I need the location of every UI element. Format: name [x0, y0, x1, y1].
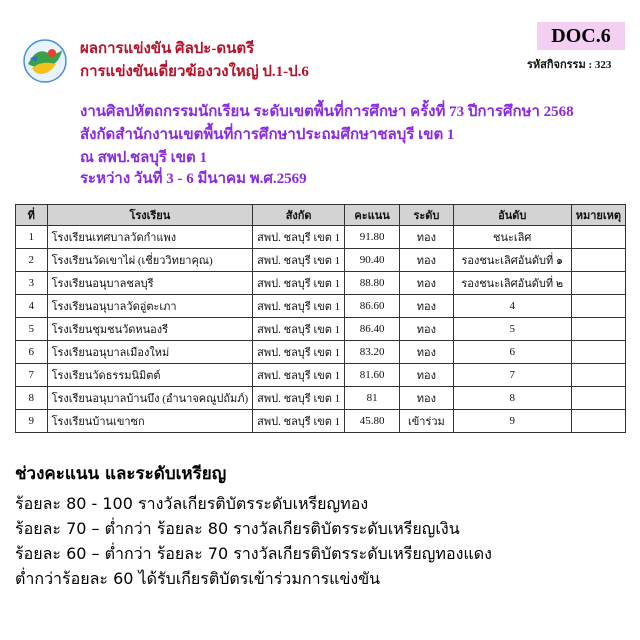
cell-rank: 5 — [453, 318, 571, 341]
cell-rank: ชนะเลิศ — [453, 226, 571, 249]
col-header-rank: อันดับ — [453, 205, 571, 226]
col-header-school: โรงเรียน — [47, 205, 253, 226]
cell-score: 86.60 — [345, 295, 400, 318]
cell-no: 8 — [16, 387, 48, 410]
cell-score: 81.60 — [345, 364, 400, 387]
cell-remark — [571, 249, 625, 272]
cell-score: 86.40 — [345, 318, 400, 341]
cell-rank: 9 — [453, 410, 571, 433]
table-row — [16, 410, 626, 433]
cell-rank: รองชนะเลิศอันดับที่ ๑ — [453, 249, 571, 272]
table-row — [16, 364, 626, 387]
table-row — [16, 272, 626, 295]
col-header-remark: หมายเหตุ — [571, 205, 625, 226]
cell-no: 6 — [16, 341, 48, 364]
cell-no: 5 — [16, 318, 48, 341]
cell-remark — [571, 318, 625, 341]
legend-gold: ร้อยละ 80 - 100 รางวัลเกียรติบัตรระดับเหรียญทอง — [15, 494, 369, 513]
cell-affiliation: สพป. ชลบุรี เขต 1 — [253, 318, 345, 341]
venue-line: ณ สพป.ชลบุรี เขต 1 — [80, 150, 208, 166]
table-row — [16, 226, 626, 249]
cell-rank: 4 — [453, 295, 571, 318]
cell-affiliation: สพป. ชลบุรี เขต 1 — [253, 341, 345, 364]
cell-remark — [571, 226, 625, 249]
table-row — [16, 341, 626, 364]
cell-affiliation: สพป. ชลบุรี เขต 1 — [253, 295, 345, 318]
cell-no: 9 — [16, 410, 48, 433]
cell-remark — [571, 272, 625, 295]
legend-silver: ร้อยละ 70 – ต่ำกว่า ร้อยละ 80 รางวัลเกียรติบัตรระดับเหรียญเงิน — [15, 519, 460, 538]
report-title: ผลการแข่งขัน ศิลปะ-ดนตรี — [80, 41, 255, 57]
doc-badge: DOC.6 — [537, 22, 625, 50]
cell-affiliation: สพป. ชลบุรี เขต 1 — [253, 272, 345, 295]
cell-remark — [571, 410, 625, 433]
cell-level: ทอง — [400, 341, 454, 364]
event-line: งานศิลปหัตถกรรมนักเรียน ระดับเขตพื้นที่การศึกษา ครั้งที่ 73 ปีการศึกษา 2568 — [80, 104, 574, 120]
activity-code: รหัสกิจกรรม : 323 — [527, 59, 612, 71]
table-row — [16, 295, 626, 318]
cell-level: ทอง — [400, 249, 454, 272]
cell-no: 1 — [16, 226, 48, 249]
cell-remark — [571, 364, 625, 387]
cell-level: เข้าร่วม — [400, 410, 454, 433]
cell-no: 3 — [16, 272, 48, 295]
cell-level: ทอง — [400, 226, 454, 249]
cell-remark — [571, 387, 625, 410]
cell-rank: 7 — [453, 364, 571, 387]
competition-title: การแข่งขันเดี่ยวฆ้องวงใหญ่ ป.1-ป.6 — [80, 64, 309, 80]
date-line: ระหว่าง วันที่ 3 - 6 มีนาคม พ.ศ.2569 — [80, 171, 307, 187]
cell-score: 88.80 — [345, 272, 400, 295]
cell-school: โรงเรียนเทศบาลวัดกำแพง — [47, 226, 253, 249]
cell-school: โรงเรียนบ้านเขาซก — [47, 410, 253, 433]
cell-affiliation: สพป. ชลบุรี เขต 1 — [253, 387, 345, 410]
cell-remark — [571, 295, 625, 318]
col-header-affiliation: สังกัด — [253, 205, 345, 226]
cell-school: โรงเรียนวัดเขาไผ่ (เชี่ยววิทยาคุณ) — [47, 249, 253, 272]
score-legend — [15, 460, 492, 591]
cell-level: ทอง — [400, 295, 454, 318]
office-line: สังกัดสำนักงานเขตพื้นที่การศึกษาประถมศึกษาชลบุรี เขต 1 — [80, 127, 455, 143]
legend-bronze: ร้อยละ 60 – ต่ำกว่า ร้อยละ 70 รางวัลเกียรติบัตรระดับเหรียญทองแดง — [15, 544, 492, 563]
school-emblem-icon — [22, 38, 68, 84]
results-table — [15, 204, 626, 433]
cell-school: โรงเรียนวัดธรรมนิมิตต์ — [47, 364, 253, 387]
cell-rank: 6 — [453, 341, 571, 364]
table-header-row — [16, 205, 626, 226]
cell-level: ทอง — [400, 387, 454, 410]
legend-title: ช่วงคะแนน และระดับเหรียญ — [15, 464, 227, 484]
cell-school: โรงเรียนอนุบาลชลบุรี — [47, 272, 253, 295]
cell-rank: 8 — [453, 387, 571, 410]
cell-no: 4 — [16, 295, 48, 318]
cell-school: โรงเรียนอนุบาลบ้านบึง (อำนาจคณูปถัมภ์) — [47, 387, 253, 410]
cell-no: 7 — [16, 364, 48, 387]
cell-affiliation: สพป. ชลบุรี เขต 1 — [253, 249, 345, 272]
legend-participation: ต่ำกว่าร้อยละ 60 ได้รับเกียรติบัตรเข้าร่วมการแข่งขัน — [15, 569, 381, 588]
cell-school: โรงเรียนอนุบาลเมืองใหม่ — [47, 341, 253, 364]
cell-score: 91.80 — [345, 226, 400, 249]
table-row — [16, 387, 626, 410]
cell-remark — [571, 341, 625, 364]
cell-level: ทอง — [400, 318, 454, 341]
col-header-no: ที่ — [16, 205, 48, 226]
cell-score: 90.40 — [345, 249, 400, 272]
cell-level: ทอง — [400, 364, 454, 387]
cell-affiliation: สพป. ชลบุรี เขต 1 — [253, 226, 345, 249]
col-header-level: ระดับ — [400, 205, 454, 226]
cell-score: 81 — [345, 387, 400, 410]
cell-score: 45.80 — [345, 410, 400, 433]
table-row — [16, 249, 626, 272]
cell-school: โรงเรียนอนุบาลวัดอู่ตะเภา — [47, 295, 253, 318]
cell-no: 2 — [16, 249, 48, 272]
cell-affiliation: สพป. ชลบุรี เขต 1 — [253, 364, 345, 387]
cell-score: 83.20 — [345, 341, 400, 364]
cell-level: ทอง — [400, 272, 454, 295]
col-header-score: คะแนน — [345, 205, 400, 226]
cell-rank: รองชนะเลิศอันดับที่ ๒ — [453, 272, 571, 295]
cell-school: โรงเรียนชุมชนวัดหนองรี — [47, 318, 253, 341]
cell-affiliation: สพป. ชลบุรี เขต 1 — [253, 410, 345, 433]
table-row — [16, 318, 626, 341]
